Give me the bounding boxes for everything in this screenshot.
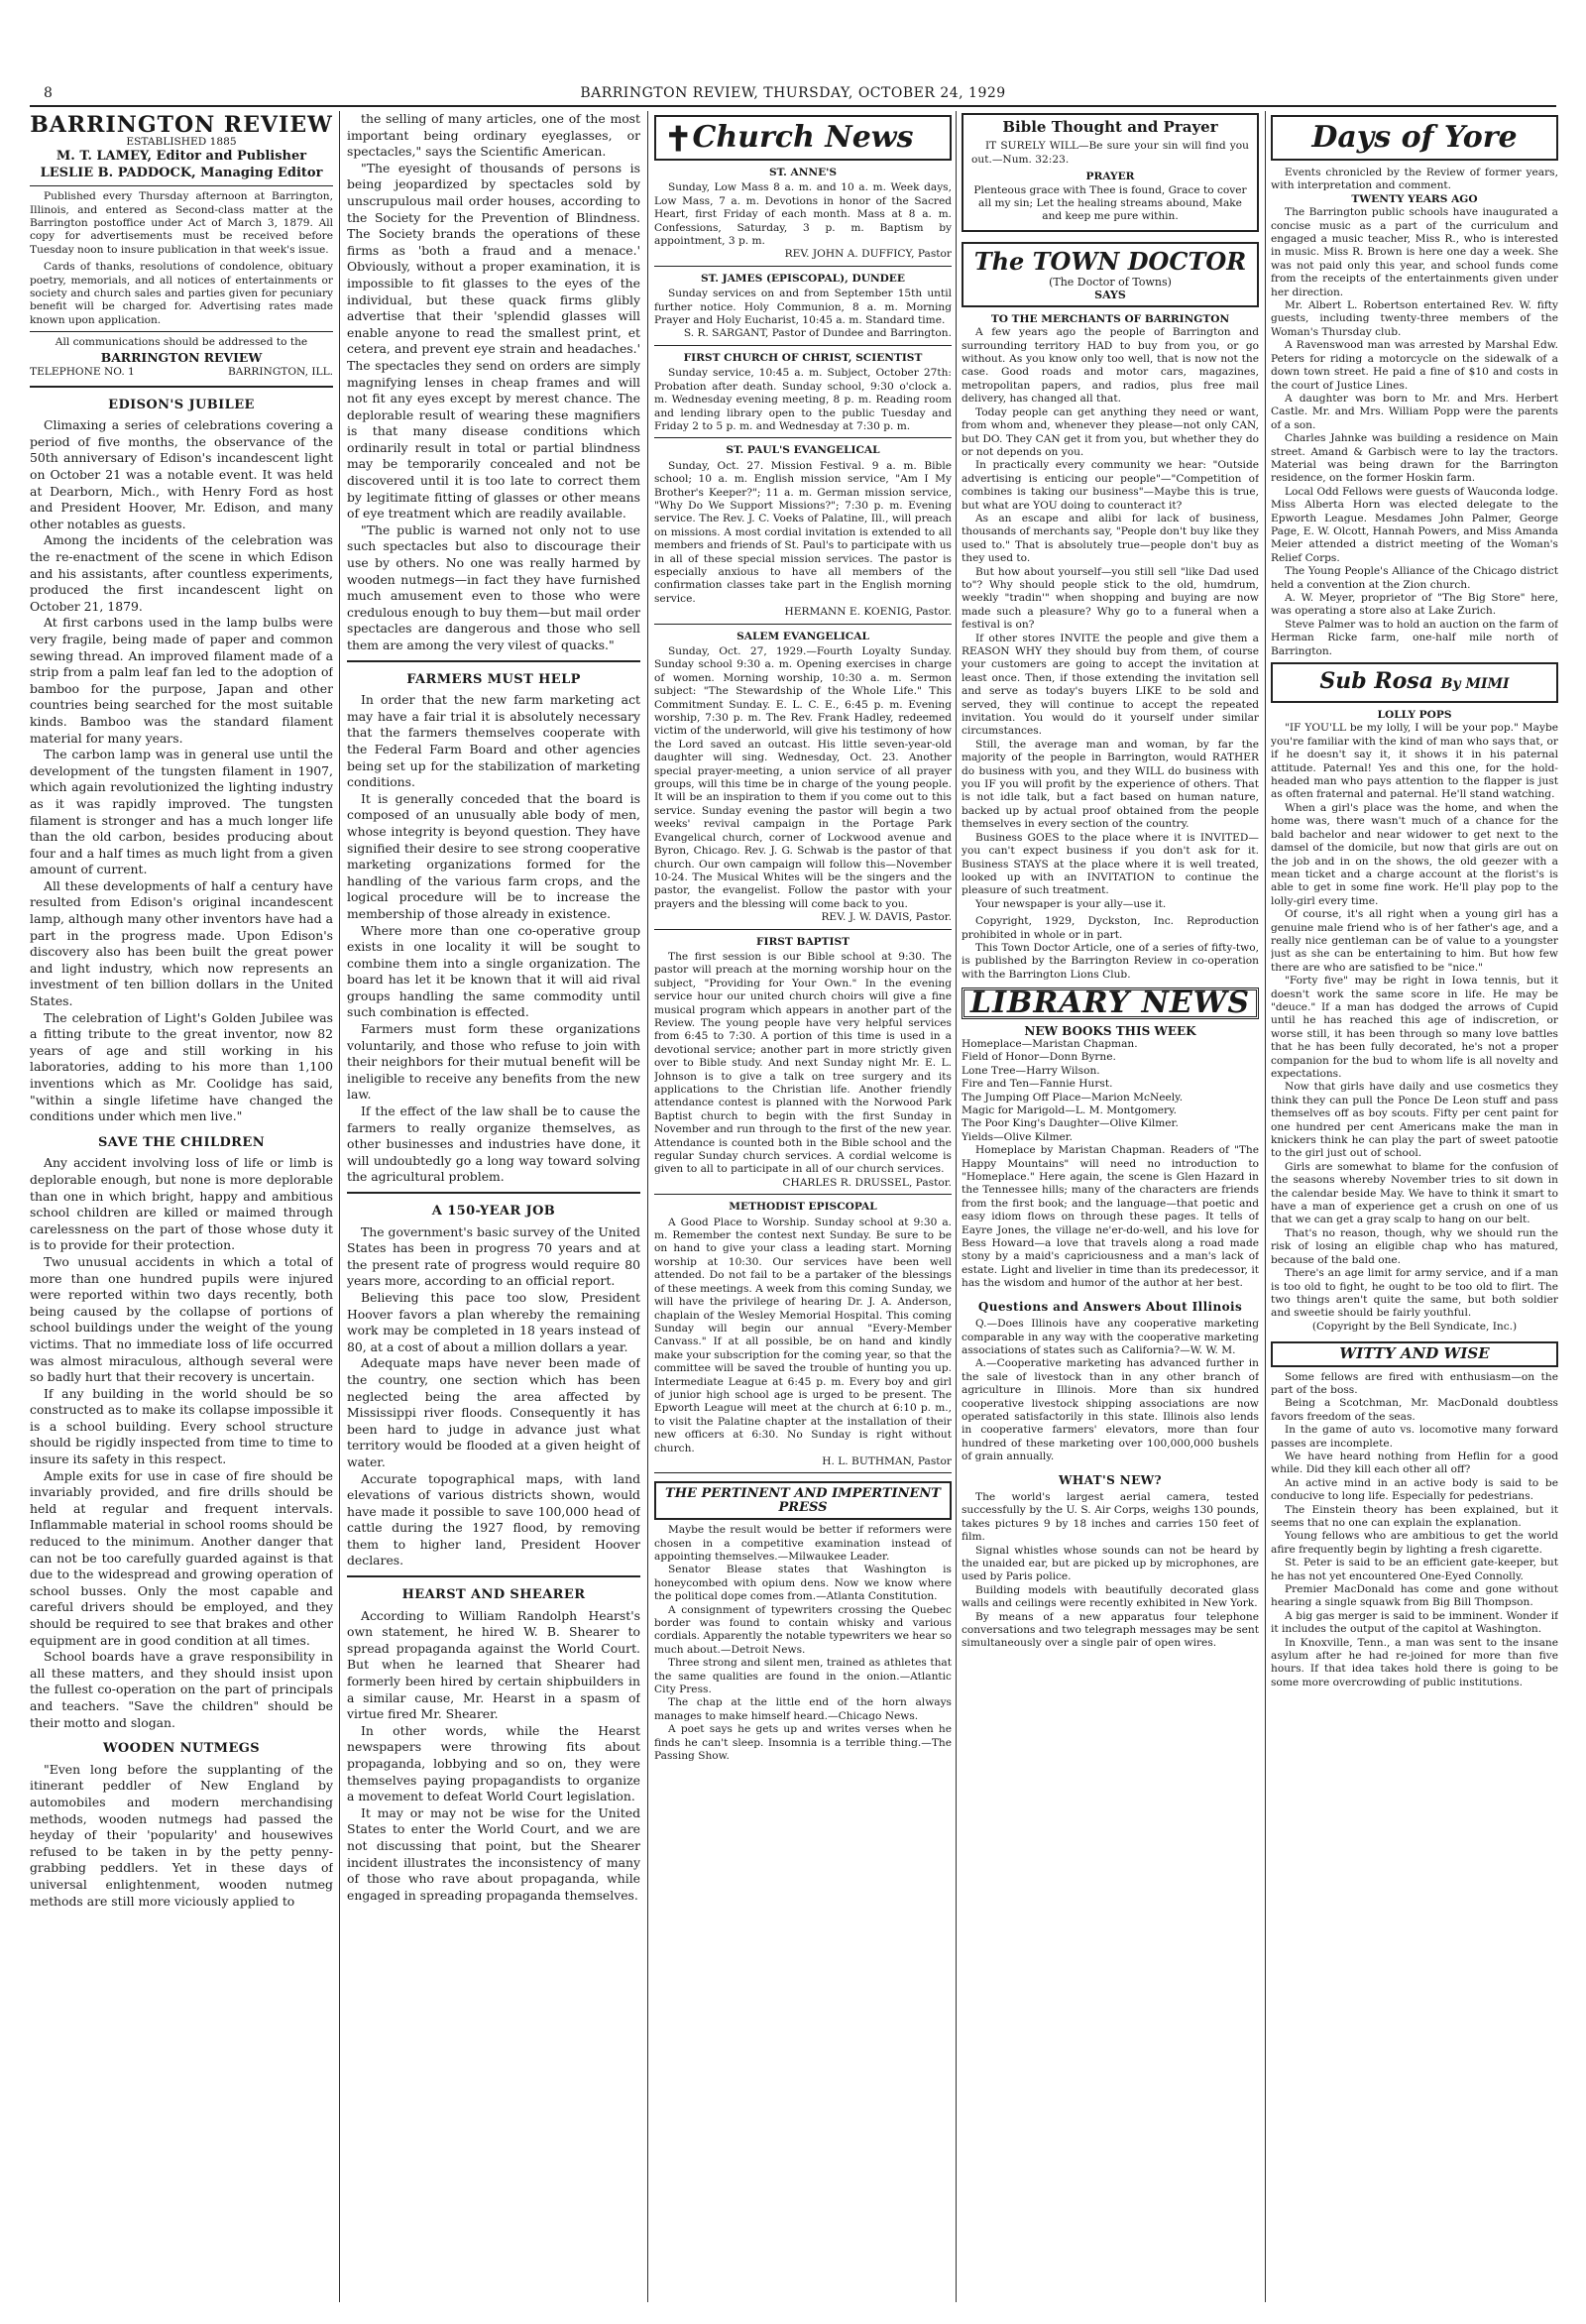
press-item: Maybe the result would be better if reformers were chosen in a competitive examination instead of appointing themselves.—Milwaukee Leader. bbox=[654, 1524, 952, 1563]
paragraph: The carbon lamp was in general use until the development of the tungsten filament in 1907, which again revolutionized the lighting industry as it was rapidly improved. The tungsten filament is stronger and has a much longer life than the old carbon, besides producing about four and a half times as much light from a given amount of current. bbox=[30, 747, 333, 877]
press-item: Three strong and silent men, trained as athletes that the same qualities are found in the onion.—Atlantic City Press. bbox=[654, 1657, 952, 1696]
town-doctor-series: This Town Doctor Article, one of a series of fifty-two, is published by the Barrington Review in co-operation with the Barrington Lions Club. bbox=[962, 941, 1259, 981]
witty-items bbox=[1271, 1371, 1558, 1690]
qa-headline: Questions and Answers About Illinois bbox=[977, 1299, 1243, 1314]
paragraph: "Forty five" may be right in Iowa tennis, but it doesn't work the same score in life. He may be "deuce." If a man has dodged the arrows of Cupid until he has reached this age of indiscretion, or worse still, it has been through so many love battles that he has been fully decorated, he's not a proper companion for the bud to whom life is all novelty and expectations. bbox=[1271, 975, 1558, 1080]
paragraph: All these developments of half a century have resulted from Edison's original incandescent lamp, although many other inventors have had a part in the progress made. Upon Edison's discovery also has been built the great power and light industry, which now represents an investment of ten billion dollars in the United States. bbox=[30, 877, 333, 1009]
paragraph: Two unusual accidents in which a total of more than one hundred pupils were injured were reported within two days recently, both being caused by the collapse of portions of school buildings under the weight of the young victims. That no immediate loss of life occurred was almost miraculous, although several were so badly hurt that their recovery is uncertain. bbox=[30, 1253, 333, 1385]
masthead-telephone: TELEPHONE NO. 1 bbox=[30, 366, 135, 379]
paragraph: Of course, it's all right when a young girl has a genuine male friend who is of her father's age, and a really nice gentleman can be of value to a youngster just as she can be entertaining to him. But how few there are who are satisfied to be "nice." bbox=[1271, 908, 1558, 974]
paragraph: The government's basic survey of the United States has been in progress 70 years and at the present rate of progress would require 80 years more, according to an official report. bbox=[347, 1223, 640, 1289]
hearst-article bbox=[347, 1608, 640, 1905]
press-title: THE PERTINENT AND IMPERTINENT PRESS bbox=[654, 1481, 952, 1520]
prayer-head: PRAYER bbox=[1085, 171, 1135, 183]
town-doctor-subtitle: (The Doctor of Towns) bbox=[1049, 275, 1172, 289]
job-headline: A 150-YEAR JOB bbox=[431, 1204, 556, 1219]
town-doctor-copyright: Copyright, 1929, Dyckston, Inc. Reproduction prohibited in whole or in part. bbox=[962, 915, 1259, 941]
church-heading: METHODIST EPISCOPAL bbox=[729, 1201, 877, 1214]
church-news-title: Church News bbox=[692, 120, 914, 155]
press-item: A poet says he gets up and writes verses when he finds he can't sleep. Insomnia is a terrible thing.—The Passing Show. bbox=[654, 1723, 952, 1763]
press-item: Senator Blease states that Washington is honeycombed with opium dens. Now we know where the political dope comes from.—Atlanta Constitution. bbox=[654, 1564, 952, 1603]
farmers-headline: FARMERS MUST HELP bbox=[406, 671, 581, 687]
town-doctor-to: TO THE MERCHANTS OF BARRINGTON bbox=[990, 312, 1230, 325]
nutmegs-article-continued bbox=[347, 111, 640, 654]
lolly-copyright: (Copyright by the Bell Syndicate, Inc.) bbox=[1311, 1320, 1518, 1333]
witty-title: WITTY AND WISE bbox=[1271, 1341, 1558, 1366]
yore-item: The Young People's Alliance of the Chicago district held a convention at the Zion church. bbox=[1271, 565, 1558, 591]
yore-item: The Barrington public schools have inaugurated a concise music as a part of the curriculum and engaged a music teacher, Miss R., who is interested in music. Miss R. Brown is here one day a week. She was not paid only this year, and school funds come from the receipts of the entertainments given under her direction. bbox=[1271, 206, 1558, 298]
whats-new-headline: WHAT'S NEW? bbox=[1059, 1472, 1162, 1487]
witty-item: We have heard nothing from Heflin for a good while. Did they kill each other all off? bbox=[1271, 1450, 1558, 1476]
library-book-list bbox=[962, 1038, 1259, 1144]
book-title: Lone Tree—Harry Wilson. bbox=[962, 1064, 1100, 1077]
church-notice: Sunday, Oct. 27. Mission Festival. 9 a. m. Bible school; 10 a. m. English mission service, "Am I My Brother's Keeper?"; 11 a. m. German mission service, "Why Do We Support Missions?"; 7:30 p. m. Evening service. The Rev. J. C. Voeks of Palatine, Ill., will preach on missions. A most cordial invitation is extended to all members and friends of St. Paul's to participate with us in all of these special mission services. The pastor is especially anxious to have all members of the confirmation classes take part in the English morning service. bbox=[654, 459, 952, 605]
bible-title: Bible Thought and Prayer bbox=[1002, 118, 1218, 136]
column-editorial-2 bbox=[347, 111, 640, 2302]
church-heading: ST. ANNE'S bbox=[768, 167, 838, 178]
paragraph: Accurate topographical maps, with land elevations of various districts shown, would have made it possible to save 100,000 head of cattle during the 1927 flood, by removing them to higher land, President Hoover declares. bbox=[347, 1470, 640, 1569]
paragraph: Still, the average man and woman, by far the majority of the people in Barrington, would RATHER do business with you, and they WILL do business with you IF you will profit by the experience of others. That is not idle talk, but a fact based on human nature, backed up by actual proof obtained from the people themselves in every section of the country. bbox=[962, 738, 1259, 831]
news-item: The world's largest aerial camera, tested successfully by the U. S. Air Corps, weighs 130 pounds, takes pictures 9 by 18 inches and carries 150 feet of film. bbox=[962, 1490, 1259, 1544]
church-pastor: S. R. SARGANT, Pastor of Dundee and Barrington. bbox=[683, 327, 952, 340]
whats-new-items bbox=[962, 1491, 1259, 1651]
column-rule bbox=[339, 111, 340, 2302]
sub-rosa-byline: By MIMI bbox=[1440, 676, 1510, 693]
church-notice: Sunday, Oct. 27, 1929.—Fourth Loyalty Sunday. Sunday school 9:30 a. m. Opening exercises in charge of women. Morning worship, 10:30 a. m. Sermon subject: "The Stewardship of the Whole Life." This Commitment Sunday. E. L. C. E., 6:45 p. m. Evening worship, 7:30 p. m. The Rev. Frank Hadley, redeemed victim of the underworld, will give his testimony of how the Lord saved an outcast. His little seven-year-old daughter will sing. Wednesday, Oct. 23. Another special prayer-meeting, a union service of all prayer groups, will this time be in charge of the young people. It will be an inspiration to them if you come out to this service. Sunday evening the pastor will begin a two weeks' revival campaign in the Portage Park Evangelical church, corner of Lockwood avenue and Byron, Chicago. Rev. J. G. Schwab is the pastor of that church. Our own campaign will follow this—November 10-24. The Musical Whites will be the singers and the pastor, the evangelist. Follow the pastor with your prayers and the blessing will come back to you. bbox=[654, 645, 952, 910]
paragraph: In other words, while the Hearst newspapers were throwing fits about propaganda, lobbying and so on, they were themselves paying propagandists to organize a movement to defeat World Court legislation. bbox=[347, 1722, 640, 1804]
column-town bbox=[962, 111, 1259, 2302]
church-pastor: REV. J. W. DAVIS, Pastor. bbox=[821, 911, 952, 924]
masthead-editor: M. T. LAMEY, Editor and Publisher bbox=[56, 149, 307, 164]
paragraph: The celebration of Light's Golden Jubilee was a fitting tribute to the great inventor, now 82 years of age and still working in his laboratories, adding to his more than 1,100 inventions which as Mr. Coolidge has said, "within a single lifetime have changed the conditions under which men live." bbox=[30, 1009, 333, 1124]
paragraph: But how about yourself—you still sell "like Dad used to"? Why should people stick to the old, humdrum, weekly "tradin'" when shopping and buying are now made such a pleasure? Why go to a funeral when a festival is on? bbox=[962, 565, 1259, 632]
column-rule bbox=[1265, 111, 1266, 2302]
yore-item: A daughter was born to Mr. and Mrs. Herbert Castle. Mr. and Mrs. William Popp were the parents of a son. bbox=[1271, 392, 1558, 431]
column-rule bbox=[647, 111, 648, 2302]
church-heading: FIRST CHURCH OF CHRIST, SCIENTIST bbox=[683, 351, 923, 364]
sub-rosa-title: Sub Rosa bbox=[1319, 668, 1433, 695]
book-title: Fire and Ten—Fannie Hurst. bbox=[962, 1078, 1113, 1091]
witty-item: Premier MacDonald has come and gone without hearing a single squawk from Big Bill Thompson. bbox=[1271, 1583, 1558, 1609]
yore-headline: TWENTY YEARS AGO bbox=[1351, 192, 1478, 205]
paragraph: Now that girls have daily and use cosmetics they think they can pull the Ponce De Leon stuff and pass themselves off as boy scouts. Fifty per cent paint for one hundred per cent Americans make the man in knickers think he can play the part of sweet patootie to the girl just out of school. bbox=[1271, 1081, 1558, 1160]
nutmegs-headline: WOODEN NUTMEGS bbox=[102, 1741, 261, 1757]
witty-item: In Knoxville, Tenn., a man was sent to the insane asylum after he had re-joined for more than five hours. If that idea takes hold there is going to be some more overcrowding of public institutions. bbox=[1271, 1636, 1558, 1688]
press-item: A consignment of typewriters crossing the Quebec border was found to contain whisky and various cordials. Apparently the notable typewriters we hear so much about.—Detroit News. bbox=[654, 1603, 952, 1656]
paragraph: In practically every community we hear: "Outside advertising is enticing our people"—"Competition of combines is taking our business"—Maybe this is true, but what are YOU doing to counteract it? bbox=[962, 459, 1259, 512]
press-item: The chap at the little end of the horn always manages to make himself heard.—Chicago News. bbox=[654, 1696, 952, 1722]
masthead-city: BARRINGTON, ILL. bbox=[227, 366, 333, 379]
page-number: 8 bbox=[44, 85, 53, 101]
town-doctor-title: The TOWN DOCTOR bbox=[973, 246, 1247, 276]
days-of-yore-title: Days of Yore bbox=[1311, 120, 1518, 155]
paragraph: Ample exits for use in case of fire should be invariably provided, and fire drills should be held at regular and frequent intervals. Inflammable material in school rooms should be reduced to the minimum. Another danger that can not be too carefully guarded against is that due to the widespread and growing operation of school busses. Only the most capable and careful drivers should be employed, and they should be required to see that brakes and other equipment are in good condition at all times. bbox=[30, 1467, 333, 1648]
church-notice: A Good Place to Worship. Sunday school at 9:30 a. m. Remember the contest next Sunday. Be sure to be on hand to give your class a leading start. Morning worship at 10:30. Our services have been well attended. Do not fail to be a partaker of the blessings of these meetings. A week from this coming Sunday, we will have the privilege of hearing Dr. J. A. Anderson, chaplain of the Wesley Memorial Hospital. This coming Sunday will begin our annual "Every-Member Canvass." If at all possible, be on hand and kindly make your subscription for the coming year, so that the committee will be saved the trouble of hunting you up. Intermediate League at 6:45 p. m. Every boy and girl of junior high school age is urged to be present. The Epworth League will meet at the church at 6:10 p. m., to visit the Palatine chapter at the installation of their new officers at 6:30. No Sunday is right without church. bbox=[654, 1216, 952, 1454]
paragraph: Adequate maps have never been made of the country, one section which has been neglected being the area affected by Mississippi river floods. Consequently it has been hard to judge in advance just what territory would be flooded at a given height of water. bbox=[347, 1355, 640, 1469]
paragraph: Your newspaper is your ally—use it. bbox=[975, 897, 1167, 910]
paragraph: Among the incidents of the celebration was the re-enactment of the scene in which Edison and his assistants, after countless experiments, produced the first incandescent light on October 21, 1879. bbox=[30, 532, 333, 614]
town-doctor-title-box bbox=[962, 242, 1259, 307]
church-heading: ST. PAUL'S EVANGELICAL bbox=[726, 444, 880, 457]
witty-item: In the game of auto vs. locomotive many forward passes are incomplete. bbox=[1271, 1424, 1558, 1450]
witty-item: St. Peter is said to be an efficient gate-keeper, but he has not yet encountered One-Eyed Connolly. bbox=[1271, 1557, 1558, 1582]
yore-item: A. W. Meyer, proprietor of "The Big Store" here, was operating a store also at Lake Zurich. bbox=[1271, 592, 1558, 618]
paragraph: When a girl's place was the home, and when the home was, there wasn't much of a chance for the bald bachelor and near widower to get next to the damsel of the domicile, but now that girls are out on the job and in on the shows, the old geezer with a mean ticket and a charge account at the florist's is able to get in some fine work. He'll play pop to the lolly-girl every time. bbox=[1271, 801, 1558, 907]
nutmegs-article bbox=[30, 1762, 333, 1910]
yore-item: Steve Palmer was to hold an auction on the farm of Herman Ricke farm, one-half mile north of Barrington. bbox=[1271, 618, 1558, 657]
paragraph: It may or may not be wise for the United States to enter the World Court, and we are not discussing that point, but the Shearer incident illustrates the inconsistency of many of those who rave about propaganda, while engaged in spreading propaganda themselves. bbox=[347, 1804, 640, 1903]
lolly-headline: LOLLY POPS bbox=[1377, 709, 1452, 722]
paragraph: "The eyesight of thousands of persons is being jeopardized by spectacles sold by unscrupulous mail order houses, according to the Society for the Prevention of Blindness. The Society brands the operations of these firms as 'both a fraud and a menace.' Obviously, without a proper examination, it is impossible to fit glasses to the eyes of the individual, but these quack firms glibly advertise that their 'splendid glasses will enable anyone to read the smallest print, et cetera, and prevent eye strain and headaches.' The spectacles they send on orders are simply magnifying lenses in cheap frames and will not fit any eyes except by merest chance. The deplorable result of wearing these magnifiers is that many disease conditions which ordinarily result in total or partial blindness may be temporarily concealed and not be discovered until it is too late to correct them by legitimate fitting of glasses or other means of eye treatment which are readily available. bbox=[347, 160, 640, 522]
cross-icon: ✝ bbox=[664, 120, 693, 160]
paragraph: Farmers must form these organizations voluntarily, and those who refuse to join with their neighbors for their mutual benefit will be ineligible to receive any benefits from the new law. bbox=[347, 1021, 640, 1103]
column-church bbox=[654, 111, 952, 2302]
book-title: Yields—Olive Kilmer. bbox=[962, 1130, 1074, 1143]
witty-item: Young fellows who are ambitious to get the world afire frequently begin by lighting a fresh cigarette. bbox=[1271, 1530, 1558, 1556]
church-news-title-box bbox=[654, 115, 952, 161]
witty-item: An active mind in an active body is said to be conducive to long life. Especially for pedestrians. bbox=[1271, 1476, 1558, 1503]
book-title: The Jumping Off Place—Marion McNeely. bbox=[962, 1091, 1184, 1104]
town-doctor-says: SAYS bbox=[1094, 288, 1126, 301]
children-article bbox=[30, 1155, 333, 1731]
yore-item: A Ravenswood man was arrested by Marshal Edw. Peters for riding a motorcycle on the sidewalk of a down town street. He paid a fine of $10 and costs in the court of Justice Lines. bbox=[1271, 339, 1558, 392]
paragraph: As an escape and alibi for lack of business, thousands of merchants say, "People don't buy like they used to." That is absolutely true—people don't buy as they used to. bbox=[962, 512, 1259, 565]
bible-thought-box bbox=[962, 113, 1259, 232]
yore-item: Charles Jahnke was building a residence on Main street. Amand & Garbisch were to lay the tractors. Material was being drawn for the Barrington residence, on the former Hoskin farm. bbox=[1271, 432, 1558, 485]
paragraph: "Even long before the supplanting of the itinerant peddler of New England by automobiles and modern merchandising methods, wooden nutmegs had passed the heyday of their 'popularity' and housewives refused to be taken in by the petty penny-grabbing peddlers. Yet in these days of universal enlightenment, wooden nutmeg methods are still more viciously applied to bbox=[30, 1761, 333, 1909]
yore-item: Mr. Albert L. Robertson entertained Rev. W. fifty guests, including twenty-three members of the Woman's Thursday club. bbox=[1271, 299, 1558, 338]
qa-item: Q.—Does Illinois have any cooperative marketing comparable in any way with the cooperative marketing associations of states such as California?—W. W. M. bbox=[962, 1318, 1259, 1356]
paragraph: "The public is warned not only not to use such spectacles but also to discourage their use by others. No one was really harmed by wooden nutmegs—in fact they have furnished much amusement even to those who were credulous enough to buy them—but mail order spectacles are dangerous and those who sell them are among the very vilest of quacks." bbox=[347, 522, 640, 652]
paragraph: That's no reason, though, why we should run the risk of losing an eligible chap who has matured, because of the bald one. bbox=[1271, 1226, 1558, 1266]
masthead-title: BARRINGTON REVIEW bbox=[30, 112, 333, 138]
yore-intro: Events chronicled by the Review of former years, with interpretation and comment. bbox=[1271, 167, 1558, 192]
church-heading: SALEM EVANGELICAL bbox=[736, 630, 869, 642]
edison-headline: EDISON'S JUBILEE bbox=[108, 397, 255, 412]
paragraph: Today people can get anything they need or want, from whom and, whenever they please—not only CAN, but DO. They CAN get it from you, but whether they do or not depends on you. bbox=[962, 406, 1259, 458]
masthead-cards: Cards of thanks, resolutions of condolence, obituary poetry, memorials, and all notices of entertainments or society and church sales and parties given for pecuniary benefit will be charged for. Advertising rates made known upon application. bbox=[30, 261, 333, 326]
church-pastor: REV. JOHN A. DUFFICY, Pastor bbox=[784, 248, 952, 261]
news-item: Building models with beautifully decorated glass walls and ceilings were recently exhibited in New York. bbox=[962, 1583, 1259, 1610]
lolly-article bbox=[1271, 722, 1558, 1320]
paragraph: Believing this pace too slow, President Hoover favors a plan whereby the remaining work may be completed in 18 years instead of 80, at a cost of about a million dollars a year. bbox=[347, 1289, 640, 1354]
book-title: Field of Honor—Donn Byrne. bbox=[962, 1051, 1116, 1064]
paragraph: According to William Randolph Hearst's own statement, he hired W. B. Shearer to spread propaganda against the World Court. But when he learned that Shearer had formerly been hired by certain shipbuilders in a similar cause, Mr. Hearst in a spasm of virtue fired Mr. Shearer. bbox=[347, 1607, 640, 1722]
qa-item: A.—Cooperative marketing has advanced further in the sale of livestock than in any other branch of agriculture in Illinois. More than six hundred cooperative livestock shipping associations are now operated satisfactorily in this state. Illinois also lends in cooperative farmers' elevators, more than four hundred of these marketing over 100,000,000 bushels of grain annually. bbox=[962, 1357, 1259, 1463]
days-of-yore-title-box bbox=[1271, 115, 1558, 161]
church-pastor: HERMANN E. KOENIG, Pastor. bbox=[784, 606, 952, 619]
press-items bbox=[654, 1524, 952, 1763]
library-news-title: LIBRARY NEWS bbox=[962, 988, 1259, 1018]
church-heading: FIRST BAPTIST bbox=[755, 935, 850, 948]
church-notice: Sunday, Low Mass 8 a. m. and 10 a. m. Week days, Low Mass, 7 a. m. Devotions in honor of the Sacred Heart, first Friday of each month. Mass at 8 a. m. Confessions, Saturday, 3 p. m. Baptism by appointment, 3 p. m. bbox=[654, 181, 952, 248]
masthead-contact bbox=[30, 366, 333, 379]
masthead-notice: Published every Thursday afternoon at Barrington, Illinois, and entered as Second-class matter at the Barrington postoffice under Act of March 3, 1879. All copy for advertisements must be received before Tuesday noon to insure publication in that week's issue. bbox=[30, 190, 333, 256]
library-note: Homeplace by Maristan Chapman. Readers of "The Happy Mountains" will need no introduction to "Homeplace." Here again, the scene is Glen Hazard in the Tennessee hills; many of the characters are friends from the first book; and the language—that poetic and easy idiom flows on through these pages. It tells of Eayre Jones, the village ne'er-do-well, and his love for Bess Howard—a love that travels along a road made stony by a maid's capriciousness and a man's lack of estate. Light and livelier in time than its predecessor, it has the wisdom and humor of the author at her best. bbox=[962, 1144, 1259, 1290]
witty-item: The Einstein theory has been explained, but it seems that no one can explain the explanation. bbox=[1271, 1503, 1558, 1529]
paragraph: There's an age limit for army service, and if a man is too old to fight, he ought to be too old to flirt. The two things aren't quite the same, but both soldier and sweetie should be fairly youthful. bbox=[1271, 1267, 1558, 1320]
paragraph: Any accident involving loss of life or limb is deplorable enough, but none is more deplorable than one in which bright, happy and ambitious school children are killed or maimed through carelessness on the part of those whose duty it is to provide for their protection. bbox=[30, 1155, 333, 1253]
paragraph: "IF YOU'LL be my lolly, I will be your pop." Maybe you're familiar with the kind of man who says that, or if he doesn't say it, it shows it in his paternal attitude. Paternal! Yes and this one, for the hold-headed man who pays attention to the flapper is just as often fraternal and paternal. He'll stand watching. bbox=[1271, 722, 1558, 801]
paragraph: the selling of many articles, one of the most important being ordinary eyeglasses, or spectacles," says the Scientific American. bbox=[347, 111, 640, 160]
edison-article bbox=[30, 417, 333, 1125]
column-editorial bbox=[30, 111, 333, 2302]
paragraph: School boards have a grave responsibility in all these matters, and they should insist upon the fullest co-operation on the part of principals and teachers. "Save the children" should be their motto and slogan. bbox=[30, 1649, 333, 1730]
running-header bbox=[30, 83, 1556, 107]
paragraph: In order that the new farm marketing act may have a fair trial it is absolutely necessary that the farmers themselves cooperate with the Federal Farm Board and other agencies being set up for the stabilization of marketing conditions. bbox=[347, 692, 640, 790]
news-item: By means of a new apparatus four telephone conversations and two telegraph messages may be sent simultaneously over a single pair of open wires. bbox=[962, 1610, 1259, 1650]
town-doctor-article bbox=[962, 326, 1259, 911]
paragraph: Business GOES to the place where it is INVITED—you can't expect business if you don't ask for it. Business STAYS at the place where it is well treated, looked up with an INVITATION to continue the pleasure of such treatment. bbox=[962, 831, 1259, 897]
news-item: Signal whistles whose sounds can not be heard by the unaided ear, but are picked up by microphones, are used by Paris police. bbox=[962, 1544, 1259, 1583]
library-subtitle: NEW BOOKS THIS WEEK bbox=[1024, 1023, 1196, 1038]
masthead-established: ESTABLISHED 1885 bbox=[126, 135, 237, 148]
book-title: Homeplace—Maristan Chapman. bbox=[962, 1037, 1138, 1050]
church-pastor: H. L. BUTHMAN, Pastor bbox=[822, 1454, 952, 1467]
witty-item: A big gas merger is said to be imminent. Wonder if it includes the output of the capitol at Washington. bbox=[1271, 1609, 1558, 1636]
paragraph: Climaxing a series of celebrations covering a period of five months, the observance of the 50th anniversary of Edison's incandescent light on October 21 was a notable event. It was held at Dearborn, Mich., with Henry Ford as host and President Hoover, Mr. Edison, and many other notables as guests. bbox=[30, 417, 333, 531]
column-features bbox=[1271, 111, 1558, 2302]
qa-items bbox=[962, 1318, 1259, 1463]
masthead-address-line: All communications should be addressed to the bbox=[55, 336, 308, 349]
running-head-text: BARRINGTON REVIEW, THURSDAY, OCTOBER 24, 1929 bbox=[580, 85, 1006, 101]
children-headline: SAVE THE CHILDREN bbox=[98, 1134, 265, 1150]
paragraph: A few years ago the people of Barrington and surrounding territory HAD to buy from you, or go without. As you know only too well, that is now not the case. Good roads and motor cars, magazines, metropolitan papers, and radios, plus free mail delivery, has changed all that. bbox=[962, 326, 1259, 406]
farmers-article bbox=[347, 692, 640, 1186]
masthead-address-name: BARRINGTON REVIEW bbox=[100, 349, 263, 365]
sub-rosa-title-box bbox=[1271, 662, 1558, 703]
church-notice: Sunday services on and from September 15th until further notice. Holy Communion, 8 a. m. Morning Prayer and Holy Eucharist, 10:45 a. m. Standard time. bbox=[654, 288, 952, 327]
church-heading: ST. JAMES (EPISCOPAL), DUNDEE bbox=[701, 272, 905, 285]
yore-items bbox=[1271, 206, 1558, 658]
paragraph: If the effect of the law shall be to cause the farmers to really organize themselves, as other businesses and industries have done, it will undoubtedly go a long way toward solving the agricultural problem. bbox=[347, 1104, 640, 1185]
church-listings bbox=[654, 167, 952, 1473]
paragraph: If any building in the world should be so constructed as to make its collapse impossible it is a school building. Every school structure should be rigidly inspected from time to time to insure its safety in this respect. bbox=[30, 1385, 333, 1467]
yore-item: Local Odd Fellows were guests of Wauconda lodge. Miss Alberta Horn was elected delegate to the Epworth League. Mesdames John Palmer, George Page, E. W. Olcott, Hannah Powers, and Miss Amanda Meier attended a district meeting of the Woman's Relief Corps. bbox=[1271, 485, 1558, 564]
prayer-text: Plenteous grace with Thee is found, Grace to cover all my sin; Let the healing streams abound, Make and keep me pure within. bbox=[973, 183, 1247, 223]
hearst-headline: HEARST AND SHEARER bbox=[401, 1587, 586, 1603]
paragraph: Where more than one co-operative group exists in one locality it will be sought to combine them into a single organization. The board has let it be known that it will aid rival groups handling the same commodity until such combination is effected. bbox=[347, 922, 640, 1020]
book-title: The Poor King's Daughter—Olive Kilmer. bbox=[962, 1117, 1179, 1130]
paragraph: Girls are somewhat to blame for the confusion of the seasons whereby November tries to sit down in the calendar beside May. We have to think it smart to have a man of experience get a crush on one of us that we can get a gray scalp to hang on our belt. bbox=[1271, 1160, 1558, 1226]
church-notice: Sunday service, 10:45 a. m. Subject, October 27th: Probation after death. Sunday school, 9:30 o'clock a. m. Wednesday evening meeting, 8 p. m. Reading room and lending library open to the public Tuesday and Friday 2 to 5 p. m. and Wednesday at 7:30 p. m. bbox=[654, 367, 952, 432]
paragraph: At first carbons used in the lamp bulbs were very fragile, being made of paper and common sewing thread. An improved filament made of a strip from a palm leaf fan led to the adoption of bamboo for the purpose, Japan and other countries being searched for the most suitable kinds. Bamboo was the standard filament material for many years. bbox=[30, 615, 333, 746]
witty-item: Some fellows are fired with enthusiasm—on the part of the boss. bbox=[1271, 1370, 1558, 1396]
column-rule bbox=[956, 111, 957, 2302]
job-article bbox=[347, 1224, 640, 1569]
church-pastor: CHARLES R. DRUSSEL, Pastor. bbox=[782, 1176, 952, 1189]
paragraph: It is generally conceded that the board is composed of an unusually able body of men, whose integrity is beyond question. They have signified their desire to see strong cooperative marketing organizations formed for the handling of the various farm crops, and the logical procedure will be to increase the membership of those already in existence. bbox=[347, 790, 640, 921]
witty-item: Being a Scotchman, Mr. MacDonald doubtless favors freedom of the seas. bbox=[1271, 1397, 1558, 1423]
bible-text: IT SURELY WILL—Be sure your sin will find you out.—Num. 32:23. bbox=[971, 140, 1249, 166]
paragraph: If other stores INVITE the people and give them a REASON WHY they should buy from them, of course your customers are going to accept the invitation at least once. Then, if those extending the invitation sell and serve as today's buyers LIKE to be sold and served, they will continue to accept the repeated invitation. You would do it yourself under similar circumstances. bbox=[962, 632, 1259, 738]
church-notice: The first session is our Bible school at 9:30. The pastor will preach at the morning worship hour on the subject, "Providing for Your Own." In the evening service hour our united church choirs will give a fine musical program which appears in another part of the Review. The young people have very helpful services from 6:45 to 7:30. A portion of this time is used in a devotional service; another part in more strictly given over to Bible study. And next Sunday night Mr. E. L. Johnson is to give a talk on tree surgery and its applications to the Christian life. Another friendly attendance contest is planned with the Norwood Park Baptist church to begin with the first Sunday in November and run through to the first of the new year. Attendance is counted both in the Bible school and the regular Sunday church services. A cordial welcome is given to all to participate in all of our church services. bbox=[654, 950, 952, 1176]
masthead-managing-editor: LESLIE B. PADDOCK, Managing Editor bbox=[40, 165, 323, 180]
book-title: Magic for Marigold—L. M. Montgomery. bbox=[962, 1104, 1178, 1116]
